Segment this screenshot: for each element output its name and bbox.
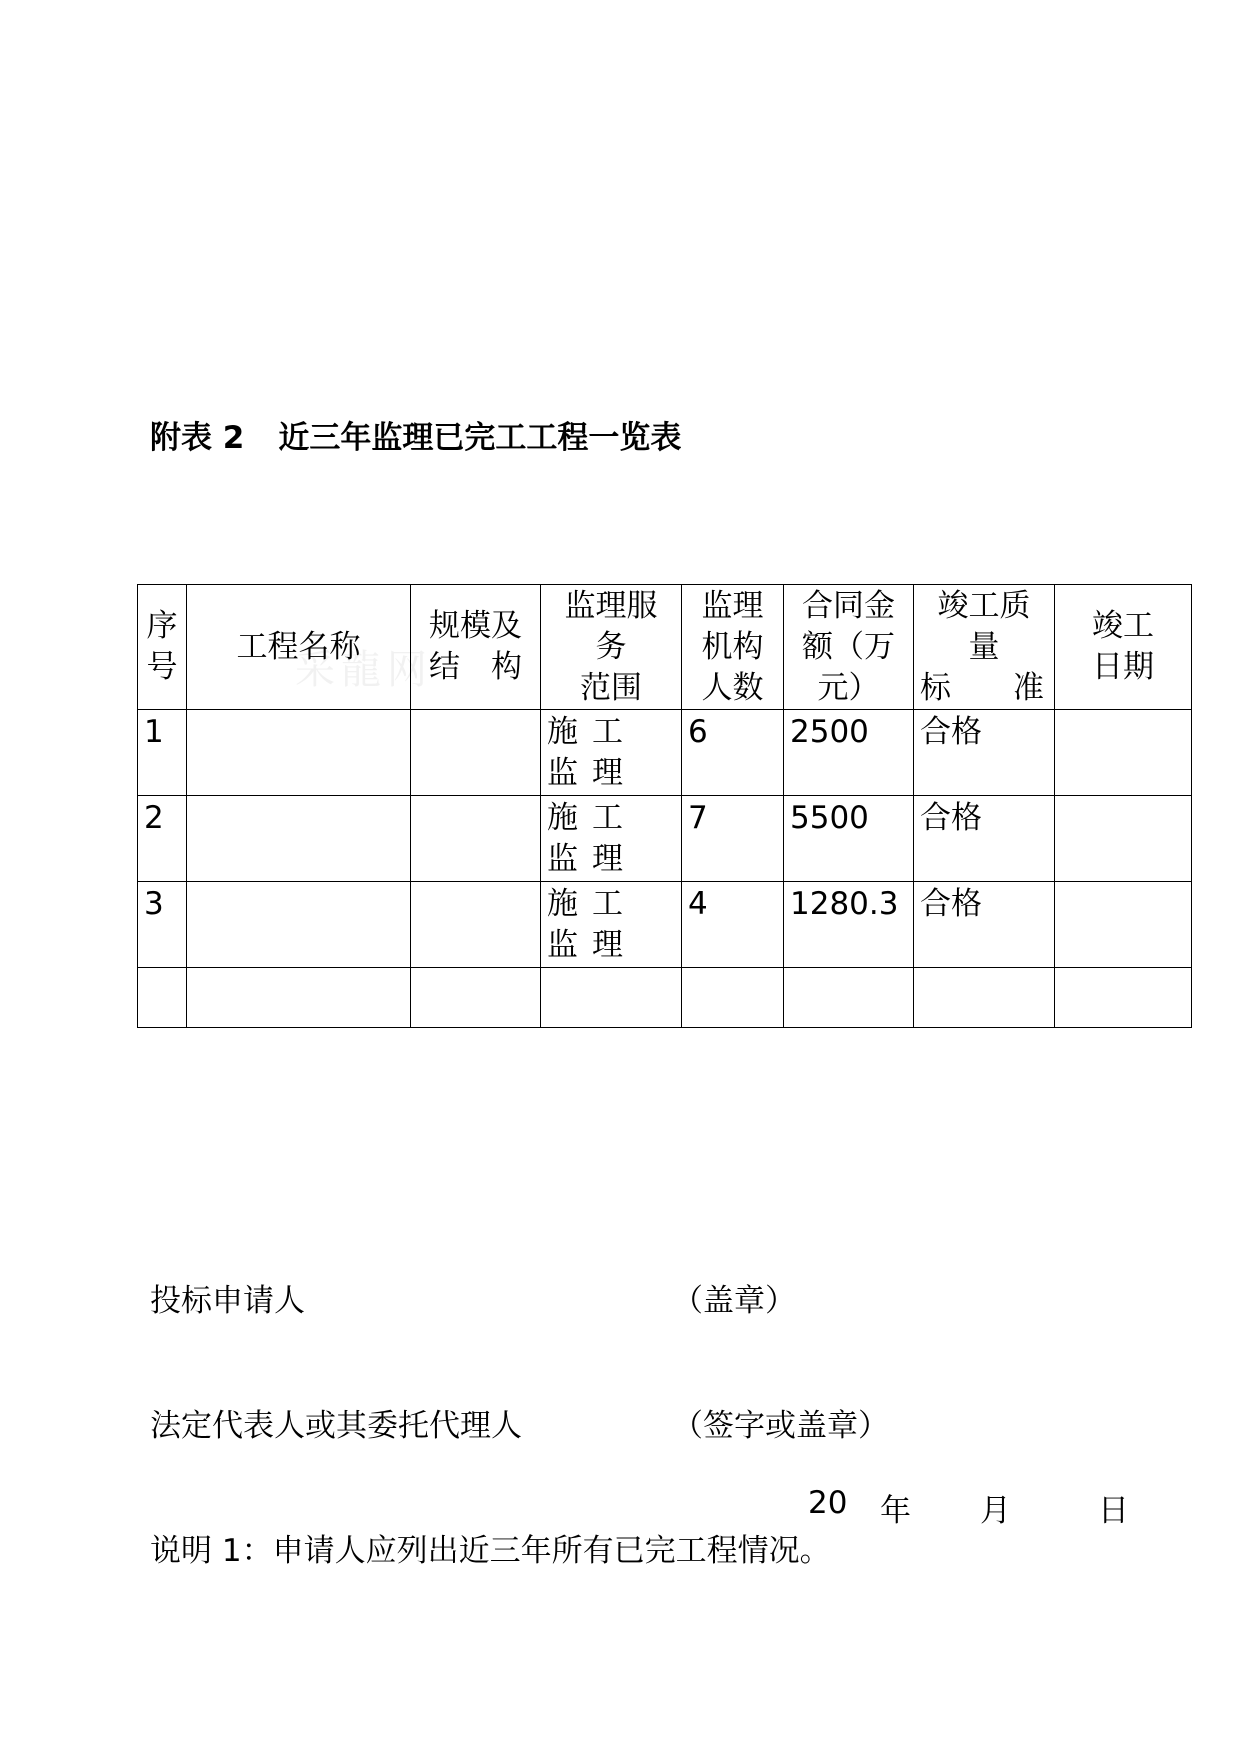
cell-quality: 合格 bbox=[914, 710, 1055, 796]
cell-amount: 5500 bbox=[784, 796, 914, 882]
header-quality-standard: 竣工质 量 标 准 bbox=[914, 585, 1055, 710]
page-title bbox=[150, 412, 681, 457]
cell-scope: 施工监理 bbox=[541, 796, 682, 882]
header-completion-date: 竣工 日期 bbox=[1055, 585, 1192, 710]
header-staff-count: 监理 机构 人数 bbox=[682, 585, 784, 710]
table-row-empty bbox=[138, 968, 1192, 1028]
cell-date bbox=[1055, 882, 1192, 968]
cell-scope: 施工监理 bbox=[541, 710, 682, 796]
representative-seal: （签字或盖章） bbox=[672, 1408, 889, 1444]
table-row bbox=[138, 796, 1192, 882]
footnote: 说明 1：申请人应列出近三年所有已完工程情况。 bbox=[150, 1533, 831, 1569]
cell-project-name bbox=[187, 710, 411, 796]
cell-project-name bbox=[187, 796, 411, 882]
cell-scale bbox=[411, 710, 541, 796]
cell-date bbox=[1055, 710, 1192, 796]
cell-staff: 7 bbox=[682, 796, 784, 882]
cell-amount: 2500 bbox=[784, 710, 914, 796]
table-row bbox=[138, 710, 1192, 796]
table-header-row bbox=[138, 585, 1192, 710]
header-no: 序 号 bbox=[138, 585, 187, 710]
applicant-seal: （盖章） bbox=[672, 1283, 796, 1319]
cell-scale bbox=[411, 882, 541, 968]
date-year: 年 bbox=[880, 1493, 911, 1529]
date-day: 日 bbox=[1098, 1493, 1129, 1529]
cell-quality: 合格 bbox=[914, 796, 1055, 882]
header-service-scope: 监理服 务 范围 bbox=[541, 585, 682, 710]
title-text: 近三年监理已完工工程一览表 bbox=[278, 420, 682, 456]
cell-date bbox=[1055, 796, 1192, 882]
table-row bbox=[138, 882, 1192, 968]
date-month: 月 bbox=[980, 1493, 1011, 1529]
header-project-name: 工程名称 bbox=[187, 585, 411, 710]
cell-staff: 4 bbox=[682, 882, 784, 968]
applicant-label: 投标申请人 bbox=[150, 1283, 305, 1319]
date-year-prefix: 20 bbox=[808, 1485, 848, 1521]
cell-quality: 合格 bbox=[914, 882, 1055, 968]
header-contract-amount: 合同金 额（万 元） bbox=[784, 585, 914, 710]
title-prefix: 附表 2 bbox=[150, 420, 245, 456]
cell-amount: 1280.3 bbox=[784, 882, 914, 968]
representative-label: 法定代表人或其委托代理人 bbox=[150, 1408, 522, 1444]
completed-projects-table bbox=[137, 584, 1192, 1028]
cell-scope: 施工监理 bbox=[541, 882, 682, 968]
cell-no: 2 bbox=[138, 796, 187, 882]
cell-no: 1 bbox=[138, 710, 187, 796]
watermark: 采龍网 bbox=[295, 647, 433, 693]
cell-scale bbox=[411, 796, 541, 882]
cell-project-name bbox=[187, 882, 411, 968]
header-scale-structure: 规模及 结 构 bbox=[411, 585, 541, 710]
cell-no: 3 bbox=[138, 882, 187, 968]
cell-staff: 6 bbox=[682, 710, 784, 796]
